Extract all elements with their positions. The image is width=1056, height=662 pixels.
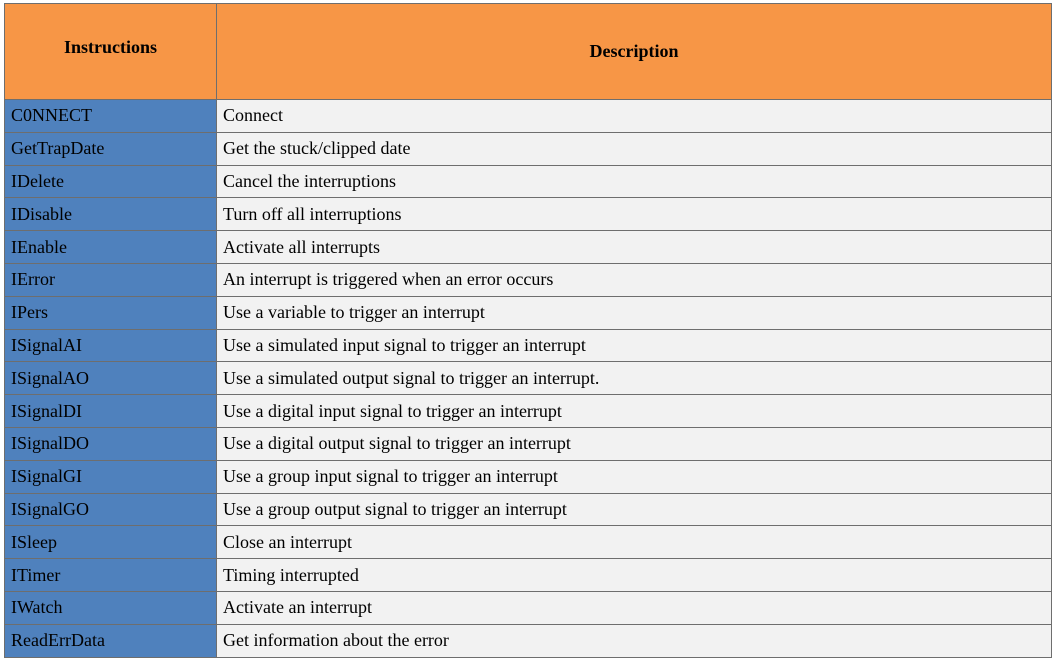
table-row	[5, 231, 1052, 264]
table-row	[5, 559, 1052, 592]
table-row	[5, 395, 1052, 428]
description-cell: Activate an interrupt	[217, 591, 1052, 624]
instruction-cell: ISleep	[5, 526, 217, 559]
instruction-cell: ISignalAO	[5, 362, 217, 395]
table-row	[5, 591, 1052, 624]
description-cell: Use a simulated input signal to trigger an interrupt	[217, 329, 1052, 362]
description-cell: Turn off all interruptions	[217, 198, 1052, 231]
instruction-cell: IError	[5, 263, 217, 296]
description-cell: Use a group output signal to trigger an interrupt	[217, 493, 1052, 526]
instruction-cell: IPers	[5, 296, 217, 329]
description-cell: An interrupt is triggered when an error occurs	[217, 263, 1052, 296]
description-cell: Timing interrupted	[217, 559, 1052, 592]
description-cell: Cancel the interruptions	[217, 165, 1052, 198]
instruction-cell: ISignalDO	[5, 427, 217, 460]
table-row	[5, 165, 1052, 198]
instruction-cell: C0NNECT	[5, 100, 217, 133]
description-cell: Use a digital output signal to trigger an interrupt	[217, 427, 1052, 460]
description-cell: Use a simulated output signal to trigger an interrupt.	[217, 362, 1052, 395]
header-description: Description	[217, 4, 1052, 100]
header-instructions-label: Instructions	[63, 37, 157, 57]
table-header-row	[5, 4, 1052, 100]
instruction-cell: IDelete	[5, 165, 217, 198]
instruction-cell: ITimer	[5, 559, 217, 592]
table-row	[5, 427, 1052, 460]
table-row	[5, 624, 1052, 657]
table-row	[5, 526, 1052, 559]
instruction-cell: ISignalGI	[5, 460, 217, 493]
description-cell: Use a group input signal to trigger an interrupt	[217, 460, 1052, 493]
instruction-cell: ISignalDI	[5, 395, 217, 428]
header-instructions	[5, 4, 217, 100]
instruction-cell: ISignalGO	[5, 493, 217, 526]
description-cell: Activate all interrupts	[217, 231, 1052, 264]
table-row	[5, 460, 1052, 493]
table-row	[5, 100, 1052, 133]
instruction-cell: IEnable	[5, 231, 217, 264]
instruction-cell: IDisable	[5, 198, 217, 231]
table-row	[5, 132, 1052, 165]
instruction-cell: IWatch	[5, 591, 217, 624]
instruction-cell: GetTrapDate	[5, 132, 217, 165]
instruction-cell: ISignalAI	[5, 329, 217, 362]
table-row	[5, 263, 1052, 296]
table-row	[5, 329, 1052, 362]
description-cell: Get the stuck/clipped date	[217, 132, 1052, 165]
description-cell: Use a digital input signal to trigger an interrupt	[217, 395, 1052, 428]
table-row	[5, 198, 1052, 231]
description-cell: Close an interrupt	[217, 526, 1052, 559]
description-cell: Get information about the error	[217, 624, 1052, 657]
instructions-table	[4, 3, 1052, 658]
instructions-table-container	[4, 3, 1051, 658]
description-cell: Use a variable to trigger an interrupt	[217, 296, 1052, 329]
instruction-cell: ReadErrData	[5, 624, 217, 657]
description-cell: Connect	[217, 100, 1052, 133]
table-row	[5, 296, 1052, 329]
table-row	[5, 362, 1052, 395]
table-row	[5, 493, 1052, 526]
